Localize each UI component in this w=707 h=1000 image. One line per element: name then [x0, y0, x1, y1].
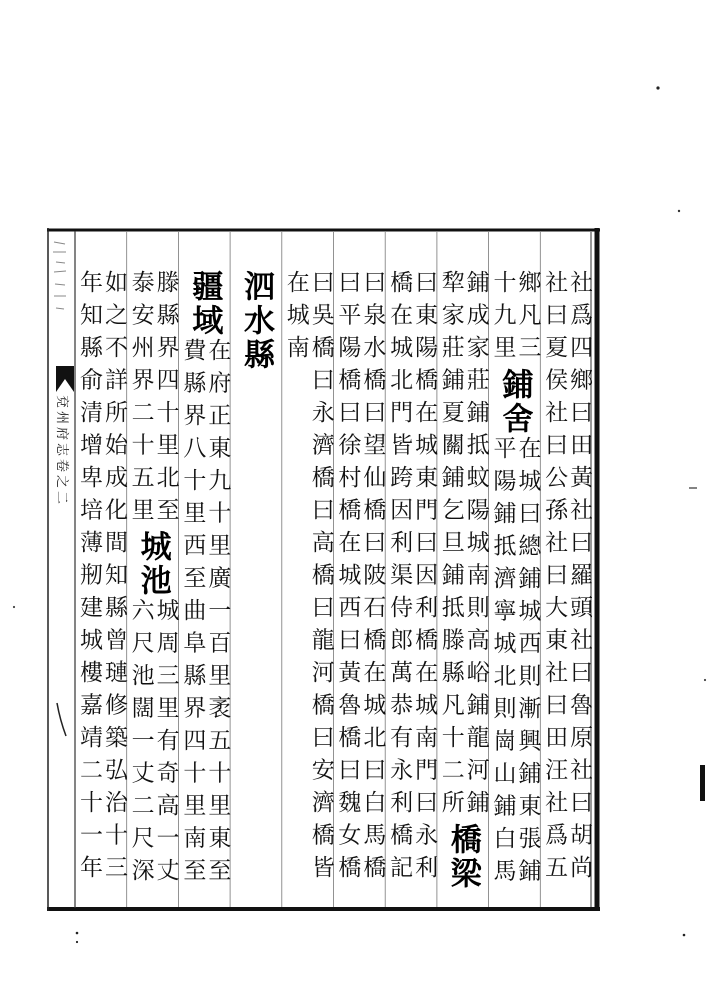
text-row-right: 如之不詳所始成化間知縣曾璉修築弘治十三	[100, 270, 127, 888]
text-column	[385, 270, 437, 906]
text-row-right: 曰東陽橋在城東門曰因利橋在城南門曰永利	[411, 270, 438, 888]
annotation-pair	[127, 598, 179, 891]
ink-speck	[76, 932, 79, 935]
section-heading: 泗水縣	[238, 270, 275, 372]
text-row-left: 六尺池闊一丈二尺深	[127, 598, 154, 891]
text-row-right: 鋪成家莊鋪抵蚊陽城南則高峪鋪龍河鋪	[462, 270, 489, 823]
section-heading: 城池	[134, 530, 171, 598]
text-row-right: 在城曰總鋪城西則漸興鋪東張鋪	[514, 435, 541, 891]
text-row-left: 社曰夏侯社曰公孫社曰大東社曰田汪社爲五	[541, 270, 568, 888]
text-row-right: 曰泉水橋曰望仙橋曰陂石橋在城北曰白馬橋	[359, 270, 386, 888]
annotation-pair	[127, 270, 179, 530]
text-column	[540, 270, 592, 906]
text-row-left: 費縣界八十里西至曲阜縣界四十里南至	[179, 338, 206, 891]
annotation-pair	[489, 436, 541, 891]
text-row-right: 社爲四鄉曰田黃社曰羅頭社曰魯原社曰胡尚	[566, 270, 592, 888]
text-row-left: 橋在城北門皆跨因利渠侍郎萬恭有永利橋記	[386, 270, 413, 888]
ink-speck	[76, 941, 78, 943]
text-row-right: 曰吳橋曰永濟橋曰高橋曰龍河橋曰安濟橋皆	[307, 270, 334, 888]
text-row-right: 滕縣界四十里北至	[152, 270, 179, 530]
text-row-left: 平陽鋪抵濟寧城北則崗山鋪白馬	[489, 435, 516, 891]
text-column	[437, 270, 489, 906]
text-column	[489, 270, 541, 906]
text-row-left: 十九里	[489, 270, 516, 368]
ink-speck	[683, 934, 686, 937]
fishtail-mark	[56, 366, 74, 392]
annotation-pair	[489, 270, 541, 368]
ink-speck	[678, 210, 680, 212]
margin-bracket-mark	[57, 703, 66, 736]
annotation-pair	[282, 270, 334, 888]
text-row-right: 在府正東九十里廣一百里袤五十里東至	[204, 338, 231, 891]
text-body	[75, 270, 592, 906]
text-row-left: 在城南	[282, 270, 309, 368]
text-column	[282, 270, 334, 906]
annotation-pair	[75, 270, 127, 888]
text-column	[230, 270, 282, 906]
text-row-left: 犂家莊鋪夏關鋪乞旦鋪抵滕縣凡十二所	[437, 270, 464, 823]
text-row-left: 年知縣俞清增卑培薄剏建城樓嘉靖二十一年	[75, 270, 102, 888]
margin-smudge-marks	[53, 242, 66, 309]
text-column	[75, 270, 127, 906]
section-heading: 疆域	[186, 270, 223, 338]
annotation-pair	[540, 270, 592, 888]
annotation-pair	[334, 270, 386, 888]
text-column	[334, 270, 386, 906]
text-column	[127, 270, 179, 906]
annotation-pair	[437, 270, 489, 823]
text-row-right: 鄉凡三	[514, 270, 541, 368]
margin-title: 兗州府志卷之二	[54, 395, 69, 508]
section-heading: 鋪舍	[496, 367, 533, 436]
text-row-left: 曰平陽橋曰徐村橋在城西曰黃魯橋曰魏女橋	[334, 270, 361, 888]
page-edge-bar	[700, 765, 705, 801]
text-row-left: 泰安州界二十五里	[127, 270, 154, 530]
ink-speck	[656, 86, 659, 89]
annotation-pair	[385, 270, 437, 888]
annotation-pair	[179, 338, 231, 891]
text-row-right: 城周三里有奇高一丈	[152, 598, 179, 891]
section-heading: 橋梁	[444, 822, 481, 891]
ink-speck	[13, 606, 15, 608]
ink-speck	[704, 679, 706, 681]
text-column	[179, 270, 231, 906]
